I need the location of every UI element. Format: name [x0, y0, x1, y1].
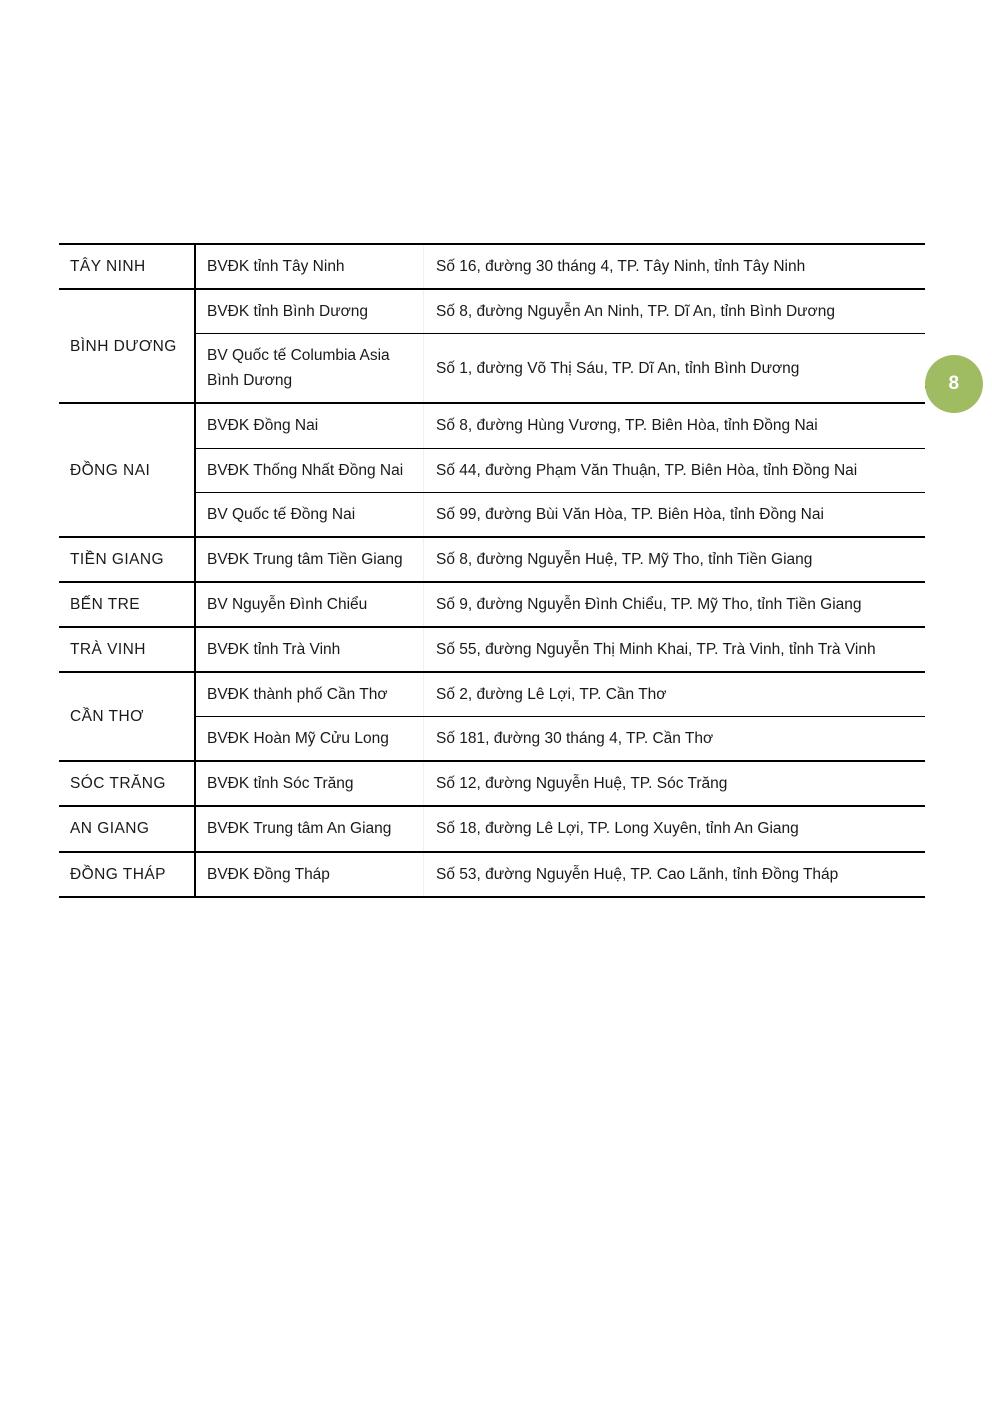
table-row — [59, 244, 925, 289]
hospital-name-cell: BVĐK thành phố Cần Thơ — [195, 672, 423, 717]
province-cell: TÂY NINH — [59, 244, 195, 289]
hospital-address-cell: Số 8, đường Hùng Vương, TP. Biên Hòa, tỉnh Đồng Nai — [423, 403, 925, 448]
hospital-address-cell: Số 53, đường Nguyễn Huệ, TP. Cao Lãnh, tỉnh Đồng Tháp — [423, 852, 925, 897]
table-row — [59, 582, 925, 627]
province-cell: BẾN TRE — [59, 582, 195, 627]
province-cell: TRÀ VINH — [59, 627, 195, 672]
province-cell: ĐỒNG NAI — [59, 403, 195, 536]
province-cell: BÌNH DƯƠNG — [59, 289, 195, 403]
hospital-name-cell: BV Quốc tế Đồng Nai — [195, 492, 423, 537]
hospital-address-cell: Số 18, đường Lê Lợi, TP. Long Xuyên, tỉnh An Giang — [423, 806, 925, 851]
hospital-address-cell: Số 8, đường Nguyễn Huệ, TP. Mỹ Tho, tỉnh Tiền Giang — [423, 537, 925, 582]
hospital-address-cell: Số 2, đường Lê Lợi, TP. Cần Thơ — [423, 672, 925, 717]
hospital-address-cell: Số 16, đường 30 tháng 4, TP. Tây Ninh, tỉnh Tây Ninh — [423, 244, 925, 289]
table-row — [59, 852, 925, 897]
hospital-name-cell: BVĐK tỉnh Sóc Trăng — [195, 761, 423, 806]
hospital-name-cell: BVĐK tỉnh Trà Vinh — [195, 627, 423, 672]
province-cell: TIỀN GIANG — [59, 537, 195, 582]
table-row — [59, 403, 925, 448]
table-row — [59, 289, 925, 334]
hospital-name-cell: BV Nguyễn Đình Chiểu — [195, 582, 423, 627]
hospital-name-cell: BV Quốc tế Columbia Asia Bình Dương — [195, 334, 423, 404]
province-cell: SÓC TRĂNG — [59, 761, 195, 806]
table-row — [59, 761, 925, 806]
hospital-name-cell: BVĐK Trung tâm Tiền Giang — [195, 537, 423, 582]
hospital-name-cell: BVĐK tỉnh Tây Ninh — [195, 244, 423, 289]
table-row — [59, 537, 925, 582]
province-cell: ĐỒNG THÁP — [59, 852, 195, 897]
hospital-address-cell: Số 9, đường Nguyễn Đình Chiểu, TP. Mỹ Tho, tỉnh Tiền Giang — [423, 582, 925, 627]
hospital-name-cell: BVĐK tỉnh Bình Dương — [195, 289, 423, 334]
hospital-address-cell: Số 44, đường Phạm Văn Thuận, TP. Biên Hòa, tỉnh Đồng Nai — [423, 448, 925, 492]
page-number-badge: 8 — [925, 355, 983, 413]
province-cell: AN GIANG — [59, 806, 195, 851]
hospital-name-cell: BVĐK Trung tâm An Giang — [195, 806, 423, 851]
table-row — [59, 672, 925, 717]
hospital-address-cell: Số 181, đường 30 tháng 4, TP. Cần Thơ — [423, 717, 925, 762]
province-cell: CẦN THƠ — [59, 672, 195, 761]
hospital-address-cell: Số 55, đường Nguyễn Thị Minh Khai, TP. Trà Vinh, tỉnh Trà Vinh — [423, 627, 925, 672]
hospital-name-cell: BVĐK Đồng Tháp — [195, 852, 423, 897]
hospital-address-cell: Số 99, đường Bùi Văn Hòa, TP. Biên Hòa, tỉnh Đồng Nai — [423, 492, 925, 537]
hospital-name-cell: BVĐK Thống Nhất Đồng Nai — [195, 448, 423, 492]
table-row — [59, 627, 925, 672]
table-body — [59, 244, 925, 897]
hospital-name-cell: BVĐK Đồng Nai — [195, 403, 423, 448]
hospital-name-cell: BVĐK Hoàn Mỹ Cửu Long — [195, 717, 423, 762]
hospital-address-cell: Số 8, đường Nguyễn An Ninh, TP. Dĩ An, tỉnh Bình Dương — [423, 289, 925, 334]
hospital-address-cell: Số 12, đường Nguyễn Huệ, TP. Sóc Trăng — [423, 761, 925, 806]
hospital-address-cell: Số 1, đường Võ Thị Sáu, TP. Dĩ An, tỉnh Bình Dương — [423, 334, 925, 404]
table-row — [59, 806, 925, 851]
hospital-directory-table — [59, 243, 925, 898]
